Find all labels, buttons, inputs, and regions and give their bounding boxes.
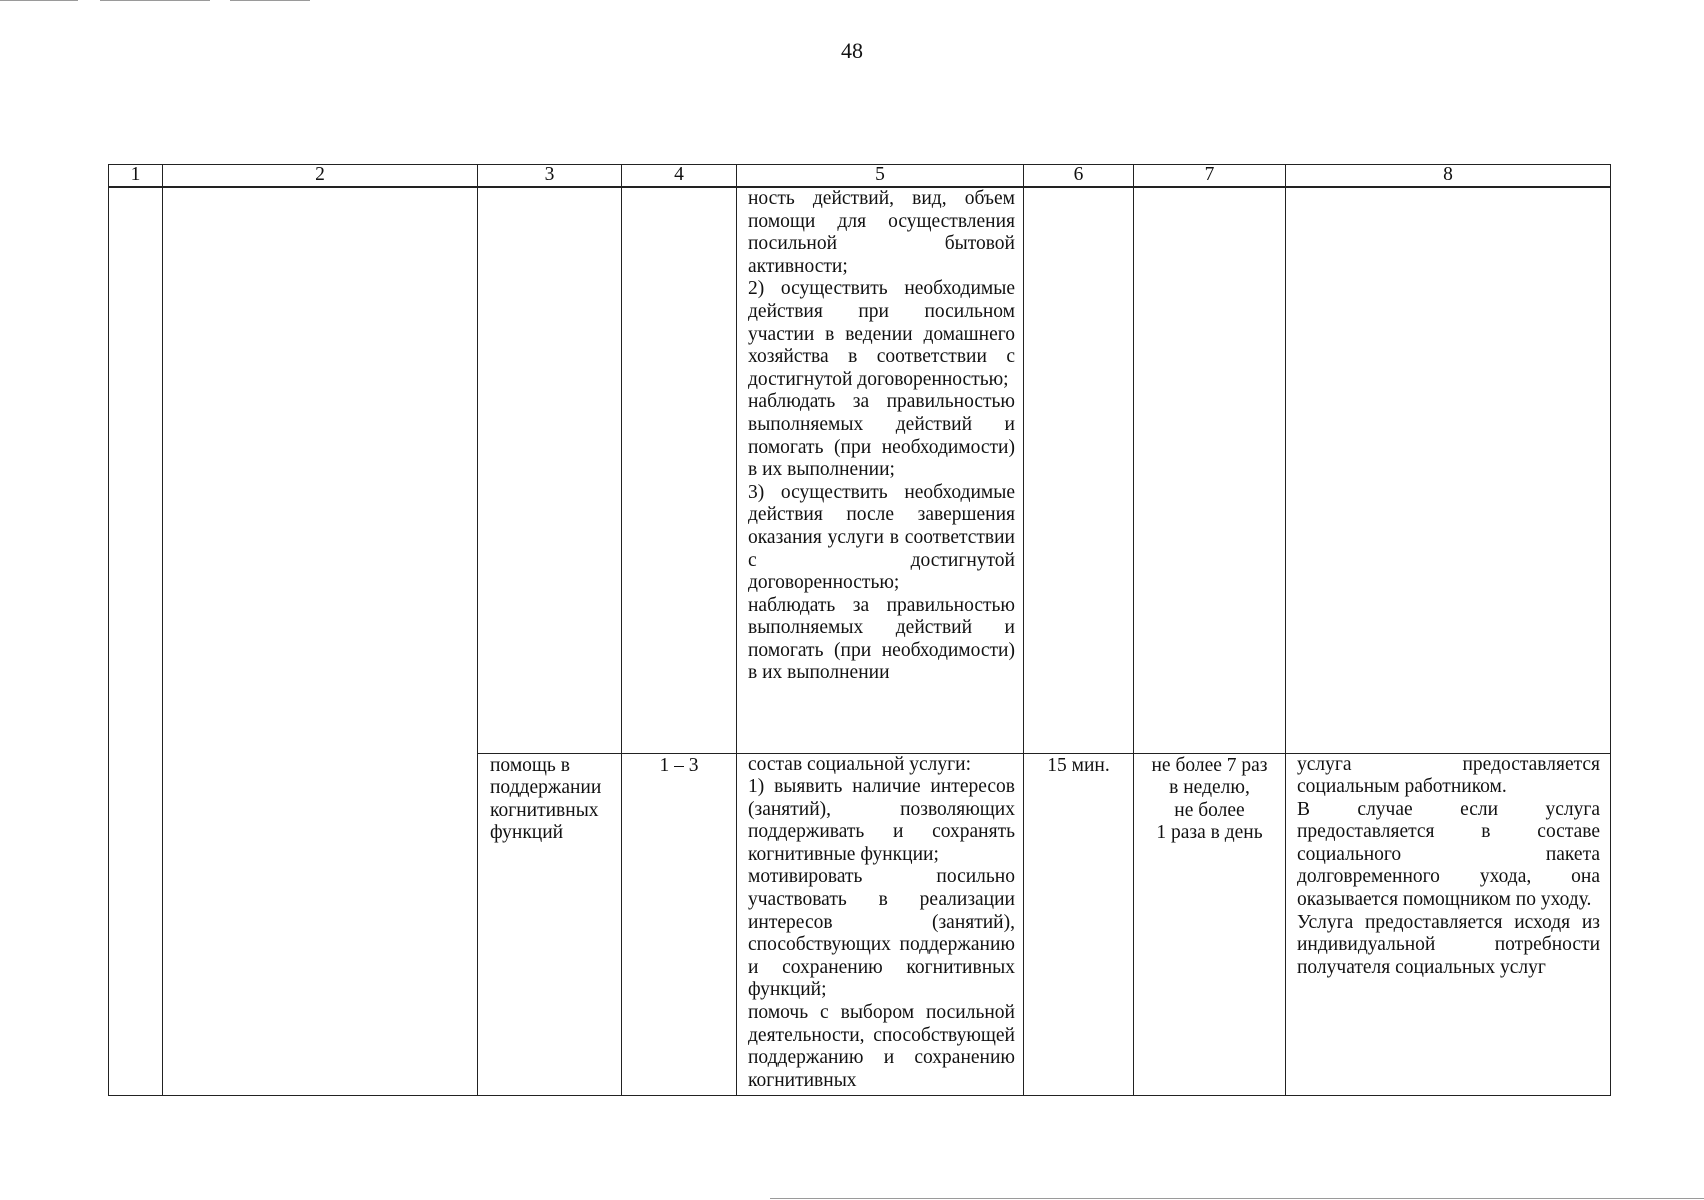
- column-header-7: 7: [1134, 165, 1286, 188]
- table-row: [109, 187, 1611, 753]
- service-content-text: ность действий, вид, объем помощи для осуществления посильной бытовой активности; 2) осуществить необходимые действия при посильном участии в ведении домашнего хозяйства в соответствии с достигнутой договоренностью; наблюдать за правильностью выполняемых действий и помогать (при необходимости) в их выполнении; 3) осуществить необходимые действия после завершения оказания услуги в соответствии с достигнутой договоренностью; наблюдать за правильностью выполняемых действий и помогать (при необходимости) в их выполнении: [748, 188, 1015, 684]
- page-number: 48: [841, 38, 863, 63]
- column-header-2: 2: [163, 165, 478, 188]
- column-header-8: 8: [1286, 165, 1611, 188]
- duration-value: 15 мин.: [1047, 754, 1110, 776]
- row-number-cell: [109, 187, 163, 1095]
- scan-edge-bottom: [770, 1198, 1704, 1199]
- subservice-cell: [478, 187, 622, 753]
- duration-cell: [1024, 187, 1134, 753]
- header-row: [109, 165, 1611, 188]
- service-name-cell: [163, 187, 478, 1095]
- duration-cell: [1024, 753, 1134, 1095]
- notes-text: услуга предоставляется социальным работником. В случае если услуга предоставляется в составе социального пакета долговременного ухода, она оказывается помощником по уходу. Услуга предоставляется исходя из индивидуальной потребности получателя социальных услуг: [1297, 753, 1600, 978]
- column-header-6: 6: [1024, 165, 1134, 188]
- notes-cell: [1286, 753, 1611, 1095]
- scan-edge-top-left: [0, 0, 78, 1]
- grade-cell: [622, 753, 737, 1095]
- scan-edge-top-mid: [100, 0, 210, 1]
- column-header-1: 1: [109, 165, 163, 188]
- frequency-value: не более 7 раз в неделю, не более 1 раза в день: [1151, 754, 1268, 844]
- frequency-cell: [1134, 187, 1286, 753]
- subservice-name: помощь в поддержании когнитивных функций: [490, 754, 602, 844]
- service-content-text: состав социальной услуги: 1) выявить наличие интересов (занятий), позволяющих поддерживать и сохранять когнитивные функции; мотивировать посильно участвовать в реализации интересов (занятий), способствующих поддержанию и сохранению когнитивных функций; помочь с выбором посильной деятельности, способствующей поддержанию и сохранению когнитивных: [748, 753, 1015, 1091]
- notes-cell: [1286, 187, 1611, 753]
- column-header-5: 5: [737, 165, 1024, 188]
- column-header-4: 4: [622, 165, 737, 188]
- service-content-cell: [737, 187, 1024, 753]
- frequency-cell: [1134, 753, 1286, 1095]
- service-content-cell: [737, 753, 1024, 1095]
- grade-cell: [622, 187, 737, 753]
- column-header-3: 3: [478, 165, 622, 188]
- services-table: [108, 164, 1611, 1096]
- grade-range: 1 – 3: [659, 754, 699, 776]
- subservice-cell: [478, 753, 622, 1095]
- scan-edge-top-right: [230, 0, 310, 1]
